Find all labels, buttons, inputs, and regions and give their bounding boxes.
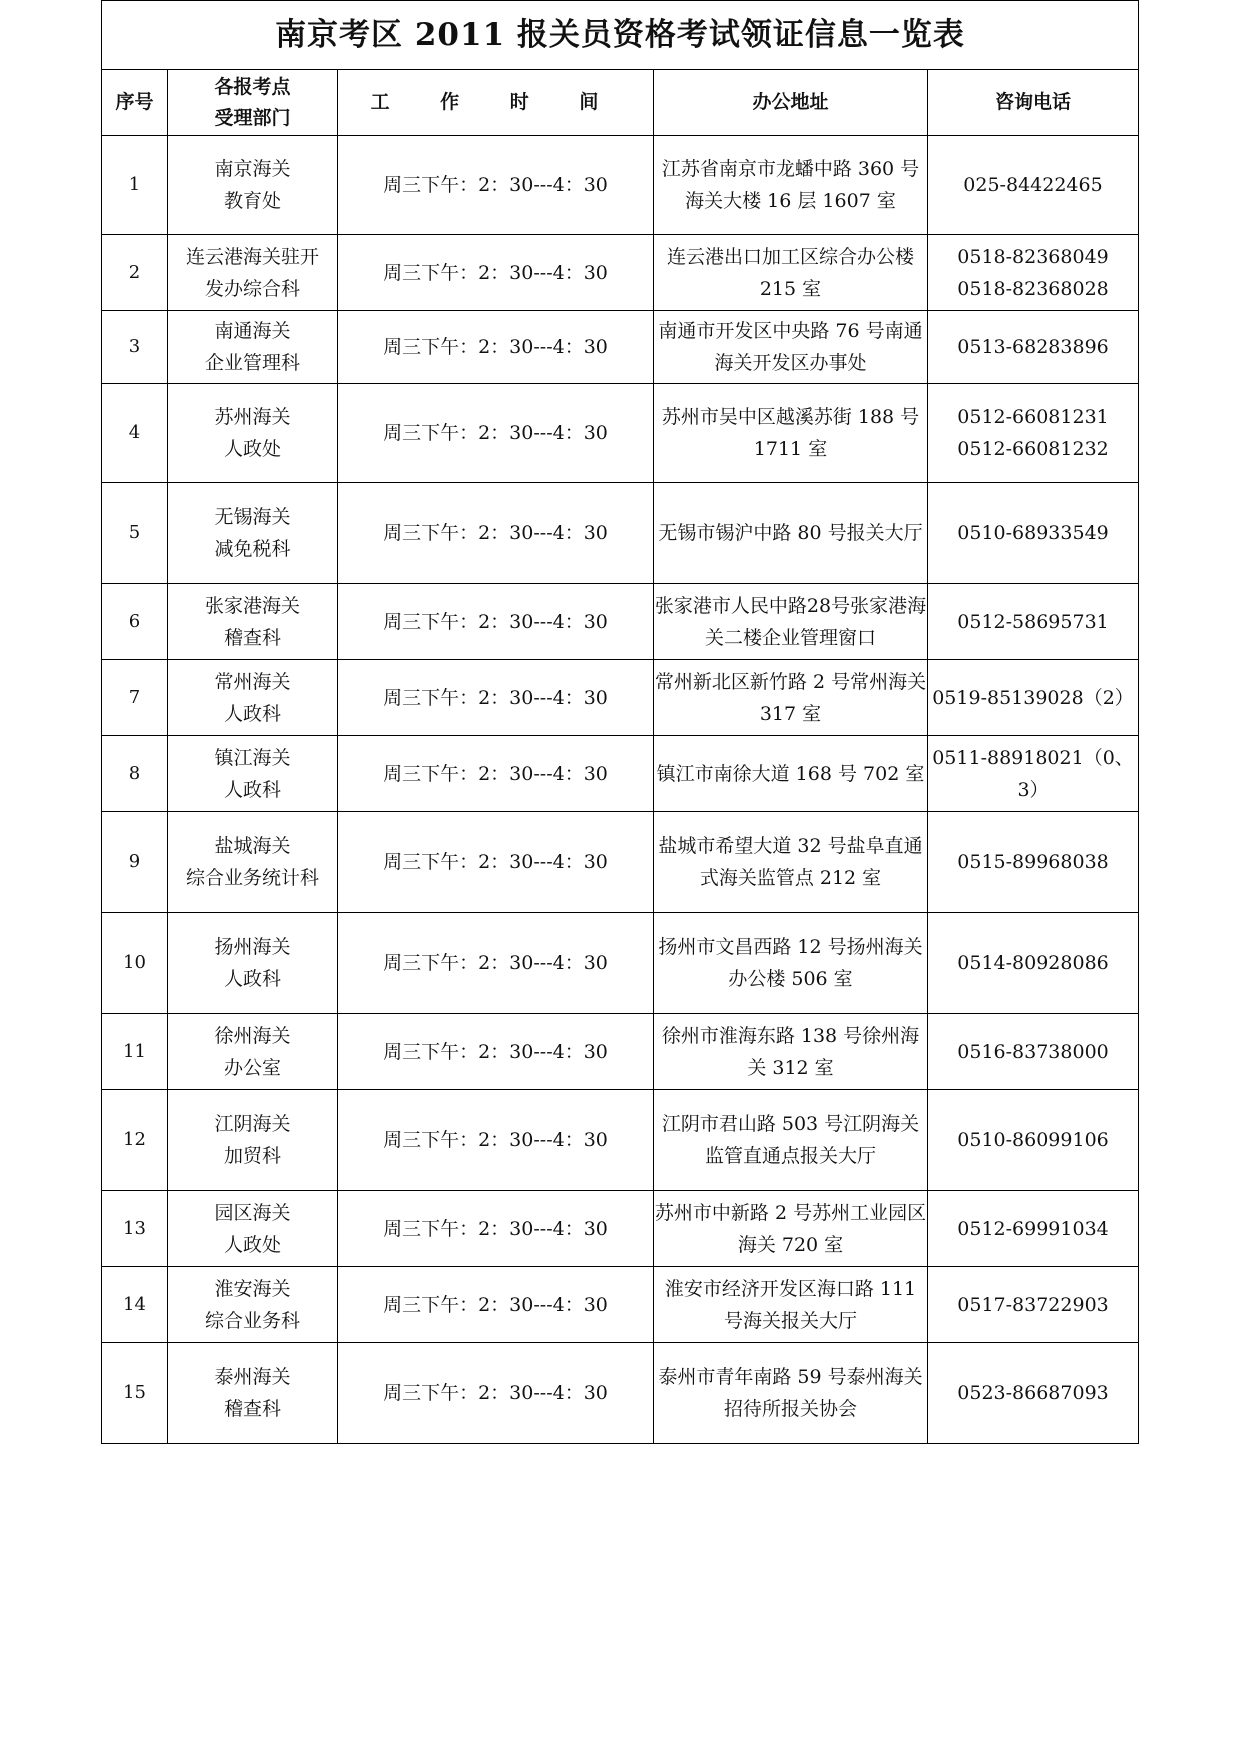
row-hours: 周三下午：2：30---4：30 — [338, 1014, 654, 1090]
row-department — [168, 235, 338, 311]
row-department-line2: 综合业务科 — [204, 1309, 300, 1332]
row-department-line1: 苏州海关 — [214, 406, 291, 428]
row-department-line2: 人政处 — [223, 1233, 281, 1256]
row-department-line1: 园区海关 — [214, 1201, 291, 1224]
header-phone: 咨询电话 — [928, 70, 1139, 136]
certificate-info-table — [101, 0, 1139, 1444]
row-phone — [928, 1191, 1139, 1267]
row-index: 12 — [102, 1090, 168, 1191]
row-department-line1: 张家港海关 — [204, 594, 300, 617]
row-index: 11 — [102, 1014, 168, 1090]
row-phone — [928, 1090, 1139, 1191]
row-phone — [928, 584, 1139, 660]
row-phone-line1: 0513-68283896 — [957, 336, 1109, 358]
row-hours: 周三下午：2：30---4：30 — [338, 812, 654, 913]
row-index: 2 — [102, 235, 168, 311]
row-department — [168, 136, 338, 235]
header-department — [168, 70, 338, 136]
row-address: 张家港市人民中路28号张家港海关二楼企业管理窗口 — [654, 584, 928, 660]
row-address: 苏州市吴中区越溪苏街 188 号 1711 室 — [654, 384, 928, 483]
header-hours-label: 工 作 时 间 — [370, 91, 621, 113]
row-phone — [928, 311, 1139, 384]
row-department — [168, 1191, 338, 1267]
row-address: 泰州市青年南路 59 号泰州海关招待所报关协会 — [654, 1343, 928, 1444]
row-hours: 周三下午：2：30---4：30 — [338, 1343, 654, 1444]
row-phone-line1: 0523-86687093 — [957, 1382, 1109, 1404]
row-department — [168, 584, 338, 660]
row-department — [168, 1343, 338, 1444]
row-address: 镇江市南徐大道 168 号 702 室 — [654, 736, 928, 812]
row-phone-line1: 0514-80928086 — [957, 952, 1109, 974]
row-hours: 周三下午：2：30---4：30 — [338, 584, 654, 660]
table-title: 南京考区 2011 报关员资格考试领证信息一览表 — [102, 1, 1139, 70]
row-department — [168, 483, 338, 584]
row-department-line2: 人政科 — [223, 702, 281, 725]
row-address: 江苏省南京市龙蟠中路 360 号海关大楼 16 层 1607 室 — [654, 136, 928, 235]
row-phone — [928, 812, 1139, 913]
row-department-line1: 镇江海关 — [214, 746, 291, 769]
row-phone-line1: 0511-88918021（0、 — [932, 746, 1134, 769]
row-hours: 周三下午：2：30---4：30 — [338, 736, 654, 812]
row-index: 4 — [102, 384, 168, 483]
row-hours: 周三下午：2：30---4：30 — [338, 660, 654, 736]
row-department — [168, 913, 338, 1014]
row-department — [168, 1267, 338, 1343]
row-address: 盐城市希望大道 32 号盐阜直通式海关监管点 212 室 — [654, 812, 928, 913]
row-phone-line1: 0510-86099106 — [957, 1129, 1109, 1151]
table-row — [102, 1090, 1139, 1191]
row-department-line1: 常州海关 — [214, 670, 291, 693]
table-row — [102, 584, 1139, 660]
row-phone — [928, 483, 1139, 584]
row-index: 8 — [102, 736, 168, 812]
row-address: 淮安市经济开发区海口路 111 号海关报关大厅 — [654, 1267, 928, 1343]
row-index: 6 — [102, 584, 168, 660]
row-phone — [928, 235, 1139, 311]
table-row — [102, 483, 1139, 584]
row-phone — [928, 736, 1139, 812]
table-row — [102, 384, 1139, 483]
row-department — [168, 812, 338, 913]
row-phone-line1: 0517-83722903 — [957, 1293, 1109, 1316]
row-department-line2: 人政科 — [223, 778, 281, 801]
row-department — [168, 1090, 338, 1191]
row-department — [168, 736, 338, 812]
row-phone — [928, 660, 1139, 736]
row-index: 3 — [102, 311, 168, 384]
row-phone — [928, 1343, 1139, 1444]
row-index: 15 — [102, 1343, 168, 1444]
row-index: 10 — [102, 913, 168, 1014]
row-department — [168, 384, 338, 483]
row-address: 江阴市君山路 503 号江阴海关监管直通点报关大厅 — [654, 1090, 928, 1191]
row-address: 南通市开发区中央路 76 号南通海关开发区办事处 — [654, 311, 928, 384]
row-department-line2: 减免税科 — [214, 538, 291, 560]
header-row — [102, 70, 1139, 136]
row-phone-line1: 0510-68933549 — [957, 522, 1109, 544]
row-department-line1: 淮安海关 — [214, 1277, 291, 1300]
row-department-line1: 江阴海关 — [214, 1113, 291, 1135]
row-phone-line1: 0519-85139028（2） — [932, 686, 1134, 709]
row-department-line1: 南通海关 — [214, 320, 291, 342]
row-phone-line1: 0512-66081231 — [957, 406, 1109, 428]
row-department-line2: 加贸科 — [223, 1145, 281, 1167]
table-row — [102, 736, 1139, 812]
row-phone-line2: 3） — [1017, 778, 1049, 801]
row-department-line1: 盐城海关 — [214, 835, 291, 857]
table-row — [102, 660, 1139, 736]
row-department-line1: 无锡海关 — [214, 506, 291, 528]
row-hours: 周三下午：2：30---4：30 — [338, 384, 654, 483]
row-index: 7 — [102, 660, 168, 736]
row-address: 徐州市淮海东路 138 号徐州海关 312 室 — [654, 1014, 928, 1090]
row-hours: 周三下午：2：30---4：30 — [338, 235, 654, 311]
table-row — [102, 1267, 1139, 1343]
row-phone-line1: 0512-69991034 — [957, 1217, 1109, 1240]
row-phone-line1: 0516-83738000 — [957, 1040, 1109, 1063]
row-department-line2: 办公室 — [223, 1056, 281, 1079]
row-department-line1: 泰州海关 — [214, 1366, 291, 1388]
row-hours: 周三下午：2：30---4：30 — [338, 1267, 654, 1343]
header-department-line2: 受理部门 — [214, 106, 291, 129]
row-department-line2: 稽查科 — [223, 1398, 281, 1420]
table-row — [102, 913, 1139, 1014]
header-hours — [338, 70, 654, 136]
row-hours: 周三下午：2：30---4：30 — [338, 1090, 654, 1191]
row-hours: 周三下午：2：30---4：30 — [338, 136, 654, 235]
table-row — [102, 311, 1139, 384]
row-phone-line1: 025-84422465 — [963, 174, 1103, 196]
row-department-line1: 南京海关 — [214, 158, 291, 180]
row-department-line2: 综合业务统计科 — [185, 867, 319, 889]
row-phone-line1: 0515-89968038 — [957, 851, 1109, 873]
row-phone — [928, 384, 1139, 483]
row-index: 5 — [102, 483, 168, 584]
row-department-line2: 发办综合科 — [204, 277, 300, 300]
row-address: 扬州市文昌西路 12 号扬州海关办公楼 506 室 — [654, 913, 928, 1014]
row-address: 无锡市锡沪中路 80 号报关大厅 — [654, 483, 928, 584]
row-department-line2: 人政科 — [223, 968, 281, 990]
table-row — [102, 1191, 1139, 1267]
row-phone-line2: 0518-82368028 — [957, 277, 1109, 300]
row-department-line1: 扬州海关 — [214, 936, 291, 958]
header-department-line1: 各报考点 — [214, 75, 291, 98]
row-phone-line1: 0518-82368049 — [957, 245, 1109, 268]
table-body — [102, 136, 1139, 1444]
header-index: 序号 — [102, 70, 168, 136]
row-phone-line1: 0512-58695731 — [957, 610, 1109, 633]
row-index: 14 — [102, 1267, 168, 1343]
header-address: 办公地址 — [654, 70, 928, 136]
row-department-line1: 连云港海关驻开 — [185, 245, 319, 268]
row-hours: 周三下午：2：30---4：30 — [338, 913, 654, 1014]
row-address: 苏州市中新路 2 号苏州工业园区海关 720 室 — [654, 1191, 928, 1267]
row-phone — [928, 913, 1139, 1014]
row-phone-line2: 0512-66081232 — [957, 438, 1109, 460]
row-hours: 周三下午：2：30---4：30 — [338, 1191, 654, 1267]
table-row — [102, 136, 1139, 235]
row-index: 9 — [102, 812, 168, 913]
row-hours: 周三下午：2：30---4：30 — [338, 483, 654, 584]
row-department-line2: 稽查科 — [223, 626, 281, 649]
table-row — [102, 1343, 1139, 1444]
row-phone — [928, 1267, 1139, 1343]
row-phone — [928, 136, 1139, 235]
row-department — [168, 1014, 338, 1090]
row-department-line1: 徐州海关 — [214, 1024, 291, 1047]
row-department-line2: 人政处 — [223, 438, 281, 460]
row-department — [168, 311, 338, 384]
row-address: 连云港出口加工区综合办公楼 215 室 — [654, 235, 928, 311]
row-index: 1 — [102, 136, 168, 235]
table-row — [102, 1014, 1139, 1090]
row-department — [168, 660, 338, 736]
table-row — [102, 812, 1139, 913]
row-hours: 周三下午：2：30---4：30 — [338, 311, 654, 384]
row-index: 13 — [102, 1191, 168, 1267]
row-phone — [928, 1014, 1139, 1090]
row-department-line2: 教育处 — [223, 190, 281, 212]
row-address: 常州新北区新竹路 2 号常州海关 317 室 — [654, 660, 928, 736]
table-row — [102, 235, 1139, 311]
row-department-line2: 企业管理科 — [204, 352, 300, 374]
